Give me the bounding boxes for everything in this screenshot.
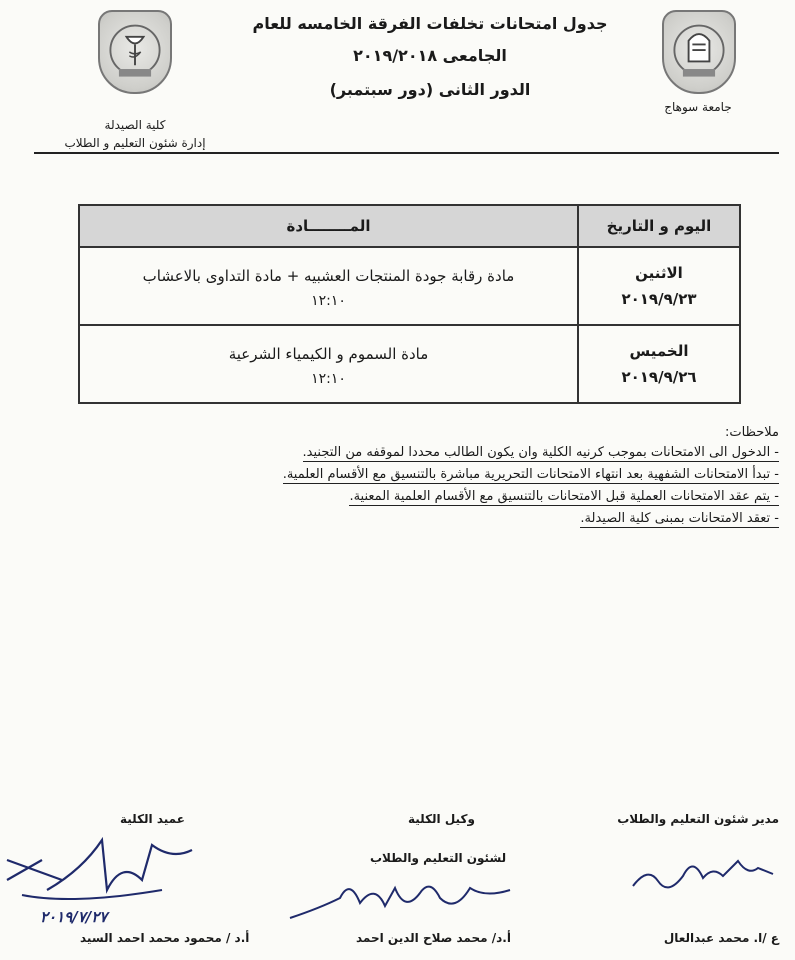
exam-date: ٢٠١٩/٩/٢٦ (621, 368, 697, 386)
signatory-title-left: عميد الكلية (120, 812, 185, 826)
note-item (159, 486, 779, 508)
exam-time: ١٢:١٠ (311, 293, 346, 309)
day-cell (578, 325, 740, 403)
subject-cell (79, 325, 578, 403)
note-text: - يتم عقد الامتحانات العملية قبل الامتحانات بالتنسيق مع الأقسام العلمية المعنية. (349, 489, 779, 504)
subject-name: مادة السموم و الكيمياء الشرعية (228, 345, 429, 363)
subject-cell (79, 247, 578, 325)
exam-schedule-table (78, 204, 741, 404)
notes-section (159, 425, 779, 530)
university-seal-icon (664, 12, 734, 92)
header-divider (34, 152, 779, 154)
signatory-subtitle-middle: لشئون التعليم والطلاب (370, 851, 507, 865)
note-item (159, 508, 779, 530)
signature-left (2, 830, 202, 910)
faculty-logo (98, 10, 172, 94)
column-header-subject: المــــــــادة (79, 205, 578, 247)
note-text: - الدخول الى الامتحانات بموجب كرنيه الكلية وان يكون الطالب محددا لموقفه من التجنيد. (302, 445, 779, 460)
signature-middle (280, 868, 520, 928)
day-name: الخميس (629, 342, 689, 360)
university-name: جامعة سوهاج (664, 100, 732, 114)
day-name: الاثنين (635, 264, 683, 282)
signatory-title-middle: وكيل الكلية (408, 812, 475, 826)
academic-year: الجامعى ٢٠١٩/٢٠١٨ (353, 46, 507, 65)
pharmacy-seal-icon (100, 12, 170, 92)
table-header-row (79, 205, 740, 247)
exam-session: الدور الثانى (دور سبتمبر) (329, 80, 531, 99)
table-row (79, 247, 740, 325)
signatory-name-right: ع /ا. محمد عبدالعال (663, 931, 779, 945)
faculty-name: كلية الصيدلة (104, 118, 166, 132)
note-text: - تبدأ الامتحانات الشفهية بعد انتهاء الامتحانات التحريرية مباشرة بالتنسيق مع الأقسام العلمية. (282, 467, 779, 482)
department-name: إدارة شئون التعليم و الطلاب (64, 136, 206, 150)
table-row (79, 325, 740, 403)
notes-heading: ملاحظات: (725, 425, 779, 440)
day-cell (578, 247, 740, 325)
note-item (159, 464, 779, 486)
signature-right (628, 846, 778, 896)
handwritten-date: ٢٠١٩/٧/٢٧ (40, 908, 108, 926)
exam-date: ٢٠١٩/٩/٢٣ (621, 290, 697, 308)
signatory-name-middle: أ.د/ محمد صلاح الدين احمد (356, 931, 511, 945)
subject-name: مادة رقابة جودة المنتجات العشبيه + مادة التداوى بالاعشاب (142, 267, 515, 285)
university-logo (662, 10, 736, 94)
note-text: - تعقد الامتحانات بمبنى كلية الصيدلة. (580, 511, 779, 526)
column-header-day: اليوم و التاريخ (578, 205, 740, 247)
signatory-title-right: مدير شئون التعليم والطلاب (617, 812, 779, 826)
exam-time: ١٢:١٠ (311, 371, 346, 387)
document-title: جدول امتحانات تخلفات الفرقة الخامسه للعام (252, 14, 608, 33)
signatory-name-left: أ.د / محمود محمد احمد السيد (80, 931, 250, 945)
note-item (159, 442, 779, 464)
